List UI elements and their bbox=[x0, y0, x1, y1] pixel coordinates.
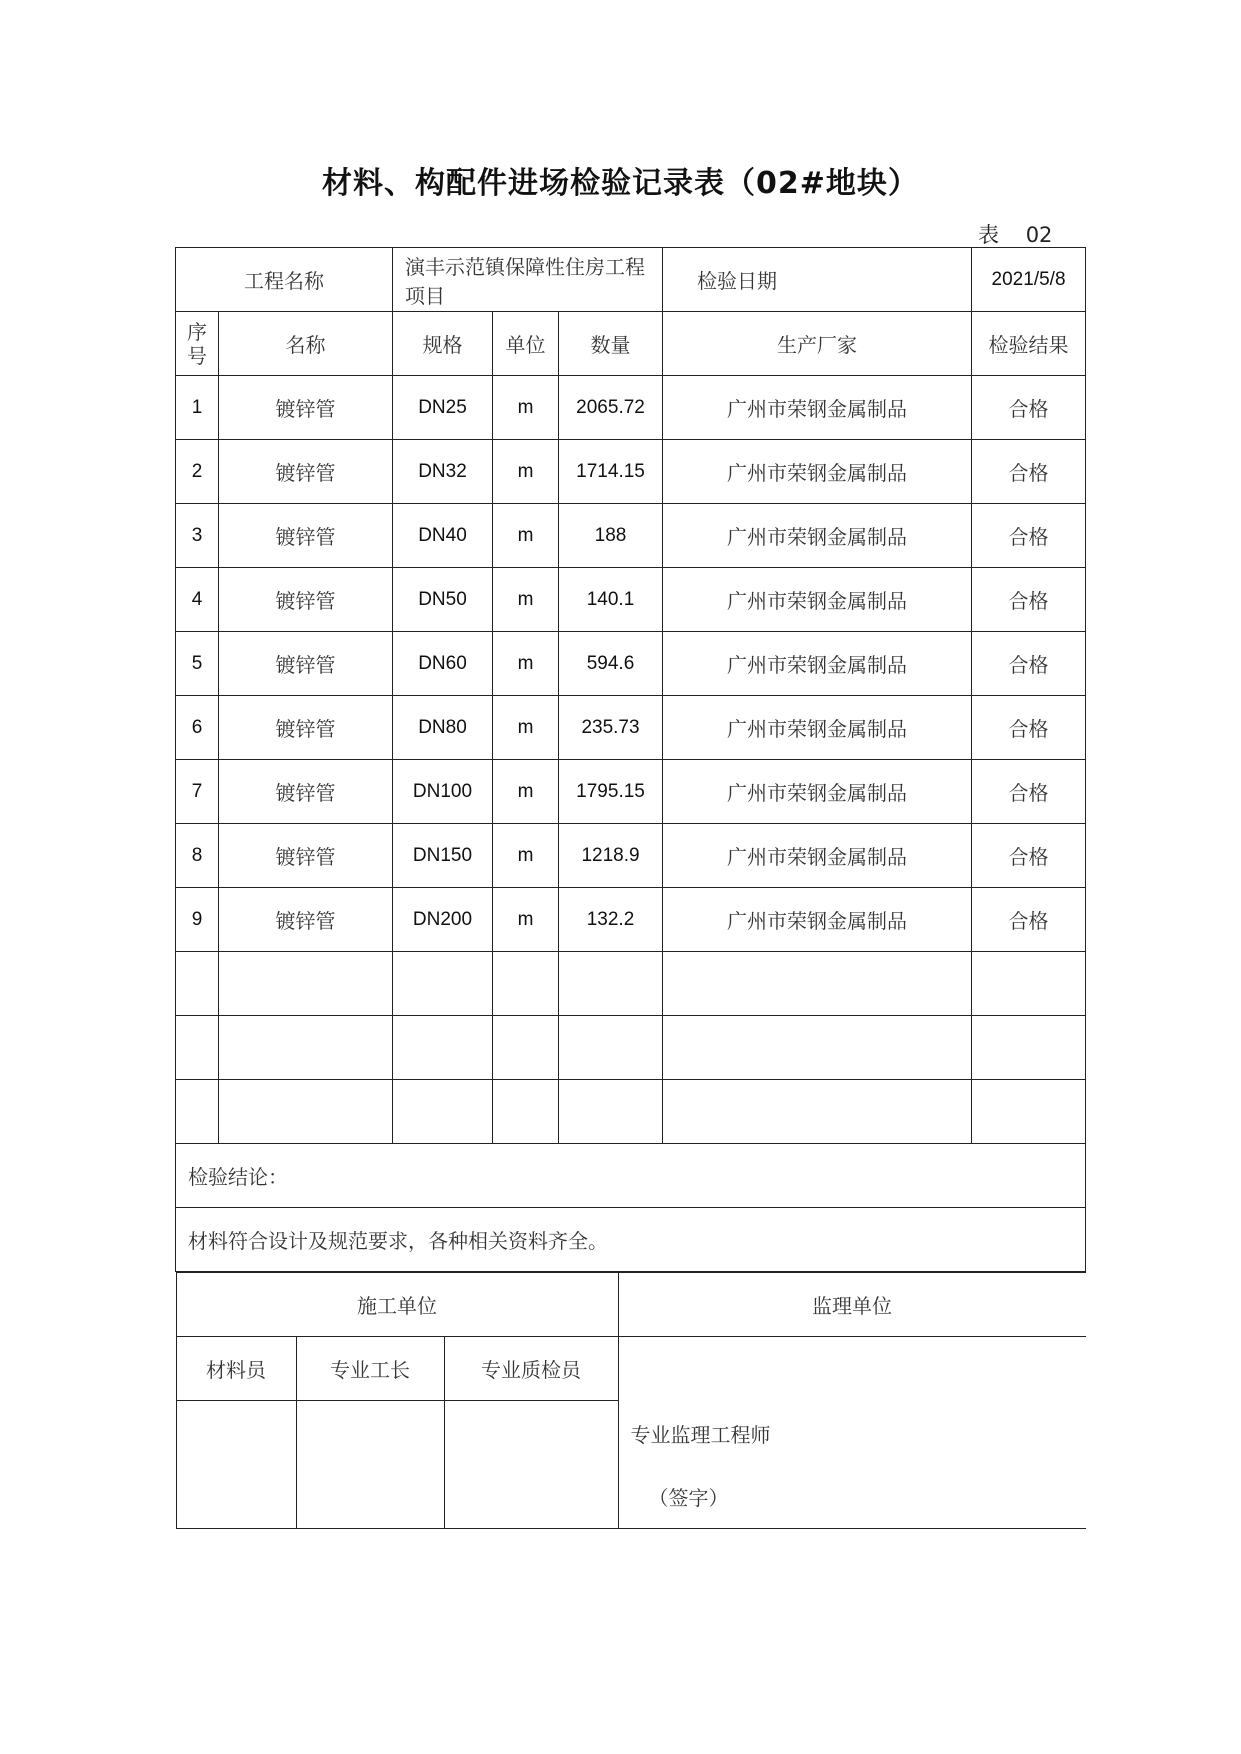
cell-name: 镀锌管 bbox=[219, 504, 393, 568]
col-header-maker: 生产厂家 bbox=[663, 312, 972, 376]
empty-cell bbox=[393, 1080, 493, 1144]
cell-seq: 6 bbox=[176, 696, 219, 760]
cell-seq: 9 bbox=[176, 888, 219, 952]
supervision-unit-label: 监理单位 bbox=[618, 1273, 1086, 1337]
cell-qty: 2065.72 bbox=[559, 376, 663, 440]
cell-name: 镀锌管 bbox=[219, 440, 393, 504]
empty-cell bbox=[393, 952, 493, 1016]
cell-unit: m bbox=[493, 888, 559, 952]
table-row bbox=[176, 696, 1086, 760]
cell-qty: 1714.15 bbox=[559, 440, 663, 504]
empty-cell bbox=[972, 1080, 1086, 1144]
date-value: 2021/5/8 bbox=[972, 248, 1086, 312]
cell-maker: 广州市荣钢金属制品 bbox=[663, 504, 972, 568]
empty-row bbox=[176, 952, 1086, 1016]
empty-cell bbox=[176, 1080, 219, 1144]
conclusion-label-row bbox=[176, 1144, 1086, 1208]
cell-qty: 188 bbox=[559, 504, 663, 568]
cell-result: 合格 bbox=[972, 632, 1086, 696]
cell-result: 合格 bbox=[972, 504, 1086, 568]
material-clerk-label: 材料员 bbox=[176, 1337, 296, 1401]
empty-row bbox=[176, 1016, 1086, 1080]
col-header-result: 检验结果 bbox=[972, 312, 1086, 376]
cell-qty: 1218.9 bbox=[559, 824, 663, 888]
supervising-engineer-cell bbox=[618, 1337, 1086, 1529]
cell-name: 镀锌管 bbox=[219, 568, 393, 632]
foreman-signature bbox=[296, 1401, 444, 1529]
cell-spec: DN60 bbox=[393, 632, 493, 696]
cell-maker: 广州市荣钢金属制品 bbox=[663, 632, 972, 696]
cell-name: 镀锌管 bbox=[219, 824, 393, 888]
cell-maker: 广州市荣钢金属制品 bbox=[663, 376, 972, 440]
cell-unit: m bbox=[493, 632, 559, 696]
cell-maker: 广州市荣钢金属制品 bbox=[663, 888, 972, 952]
empty-cell bbox=[219, 1080, 393, 1144]
cell-maker: 广州市荣钢金属制品 bbox=[663, 760, 972, 824]
cell-qty: 1795.15 bbox=[559, 760, 663, 824]
foreman-label: 专业工长 bbox=[296, 1337, 444, 1401]
supervising-engineer-label: 专业监理工程师 bbox=[630, 1423, 771, 1447]
cell-spec: DN150 bbox=[393, 824, 493, 888]
empty-cell bbox=[219, 952, 393, 1016]
date-label: 检验日期 bbox=[663, 248, 972, 312]
table-row bbox=[176, 568, 1086, 632]
cell-qty: 140.1 bbox=[559, 568, 663, 632]
empty-cell bbox=[972, 1016, 1086, 1080]
project-value: 演丰示范镇保障性住房工程项目 bbox=[393, 248, 663, 312]
cell-result: 合格 bbox=[972, 376, 1086, 440]
cell-unit: m bbox=[493, 440, 559, 504]
cell-name: 镀锌管 bbox=[219, 632, 393, 696]
cell-qty: 594.6 bbox=[559, 632, 663, 696]
cell-result: 合格 bbox=[972, 440, 1086, 504]
cell-name: 镀锌管 bbox=[219, 696, 393, 760]
cell-name: 镀锌管 bbox=[219, 760, 393, 824]
cell-seq: 2 bbox=[176, 440, 219, 504]
signature-note: （签字） bbox=[648, 1486, 729, 1510]
table-row bbox=[176, 632, 1086, 696]
form-number: 表 02 bbox=[978, 223, 1053, 247]
empty-cell bbox=[493, 1016, 559, 1080]
table-row bbox=[176, 504, 1086, 568]
cell-result: 合格 bbox=[972, 696, 1086, 760]
col-header-spec: 规格 bbox=[393, 312, 493, 376]
cell-spec: DN50 bbox=[393, 568, 493, 632]
inspection-record-table bbox=[175, 247, 1086, 1529]
cell-qty: 132.2 bbox=[559, 888, 663, 952]
material-clerk-signature bbox=[176, 1401, 296, 1529]
conclusion-label: 检验结论： bbox=[176, 1144, 1086, 1208]
col-header-seq-line2: 号 bbox=[187, 343, 207, 368]
empty-cell bbox=[663, 1016, 972, 1080]
table-row bbox=[176, 440, 1086, 504]
cell-seq: 3 bbox=[176, 504, 219, 568]
col-header-qty: 数量 bbox=[559, 312, 663, 376]
cell-result: 合格 bbox=[972, 568, 1086, 632]
empty-cell bbox=[219, 1016, 393, 1080]
col-header-name: 名称 bbox=[219, 312, 393, 376]
empty-cell bbox=[176, 1016, 219, 1080]
cell-unit: m bbox=[493, 824, 559, 888]
signature-table bbox=[176, 1272, 1086, 1529]
empty-cell bbox=[559, 1080, 663, 1144]
cell-maker: 广州市荣钢金属制品 bbox=[663, 568, 972, 632]
cell-spec: DN80 bbox=[393, 696, 493, 760]
cell-spec: DN200 bbox=[393, 888, 493, 952]
cell-spec: DN40 bbox=[393, 504, 493, 568]
cell-seq: 1 bbox=[176, 376, 219, 440]
empty-cell bbox=[559, 952, 663, 1016]
empty-cell bbox=[972, 952, 1086, 1016]
cell-unit: m bbox=[493, 696, 559, 760]
empty-cell bbox=[493, 1080, 559, 1144]
table-row bbox=[176, 888, 1086, 952]
cell-result: 合格 bbox=[972, 760, 1086, 824]
column-header-row bbox=[176, 312, 1086, 376]
cell-spec: DN25 bbox=[393, 376, 493, 440]
cell-unit: m bbox=[493, 504, 559, 568]
cell-seq: 4 bbox=[176, 568, 219, 632]
col-header-seq bbox=[176, 312, 219, 376]
col-header-seq-line1: 序 bbox=[187, 319, 207, 344]
cell-seq: 8 bbox=[176, 824, 219, 888]
cell-name: 镀锌管 bbox=[219, 376, 393, 440]
cell-seq: 5 bbox=[176, 632, 219, 696]
quality-inspector-label: 专业质检员 bbox=[444, 1337, 618, 1401]
cell-unit: m bbox=[493, 568, 559, 632]
quality-inspector-signature bbox=[444, 1401, 618, 1529]
empty-cell bbox=[559, 1016, 663, 1080]
cell-maker: 广州市荣钢金属制品 bbox=[663, 824, 972, 888]
project-label: 工程名称 bbox=[176, 248, 393, 312]
cell-maker: 广州市荣钢金属制品 bbox=[663, 696, 972, 760]
empty-cell bbox=[663, 952, 972, 1016]
empty-row bbox=[176, 1080, 1086, 1144]
cell-result: 合格 bbox=[972, 824, 1086, 888]
table-row bbox=[176, 376, 1086, 440]
conclusion-text-row bbox=[176, 1208, 1086, 1272]
header-row bbox=[176, 248, 1086, 312]
construction-unit-label: 施工单位 bbox=[176, 1273, 618, 1337]
cell-qty: 235.73 bbox=[559, 696, 663, 760]
empty-cell bbox=[393, 1016, 493, 1080]
conclusion-text: 材料符合设计及规范要求，各种相关资料齐全。 bbox=[176, 1208, 1086, 1272]
cell-seq: 7 bbox=[176, 760, 219, 824]
cell-name: 镀锌管 bbox=[219, 888, 393, 952]
cell-unit: m bbox=[493, 376, 559, 440]
cell-maker: 广州市荣钢金属制品 bbox=[663, 440, 972, 504]
empty-cell bbox=[176, 952, 219, 1016]
empty-cell bbox=[663, 1080, 972, 1144]
cell-spec: DN32 bbox=[393, 440, 493, 504]
col-header-unit: 单位 bbox=[493, 312, 559, 376]
table-row bbox=[176, 824, 1086, 888]
signature-section-row bbox=[176, 1272, 1086, 1530]
table-row bbox=[176, 760, 1086, 824]
empty-cell bbox=[493, 952, 559, 1016]
cell-result: 合格 bbox=[972, 888, 1086, 952]
cell-unit: m bbox=[493, 760, 559, 824]
cell-spec: DN100 bbox=[393, 760, 493, 824]
document-title: 材料、构配件进场检验记录表（02#地块） bbox=[322, 166, 919, 201]
